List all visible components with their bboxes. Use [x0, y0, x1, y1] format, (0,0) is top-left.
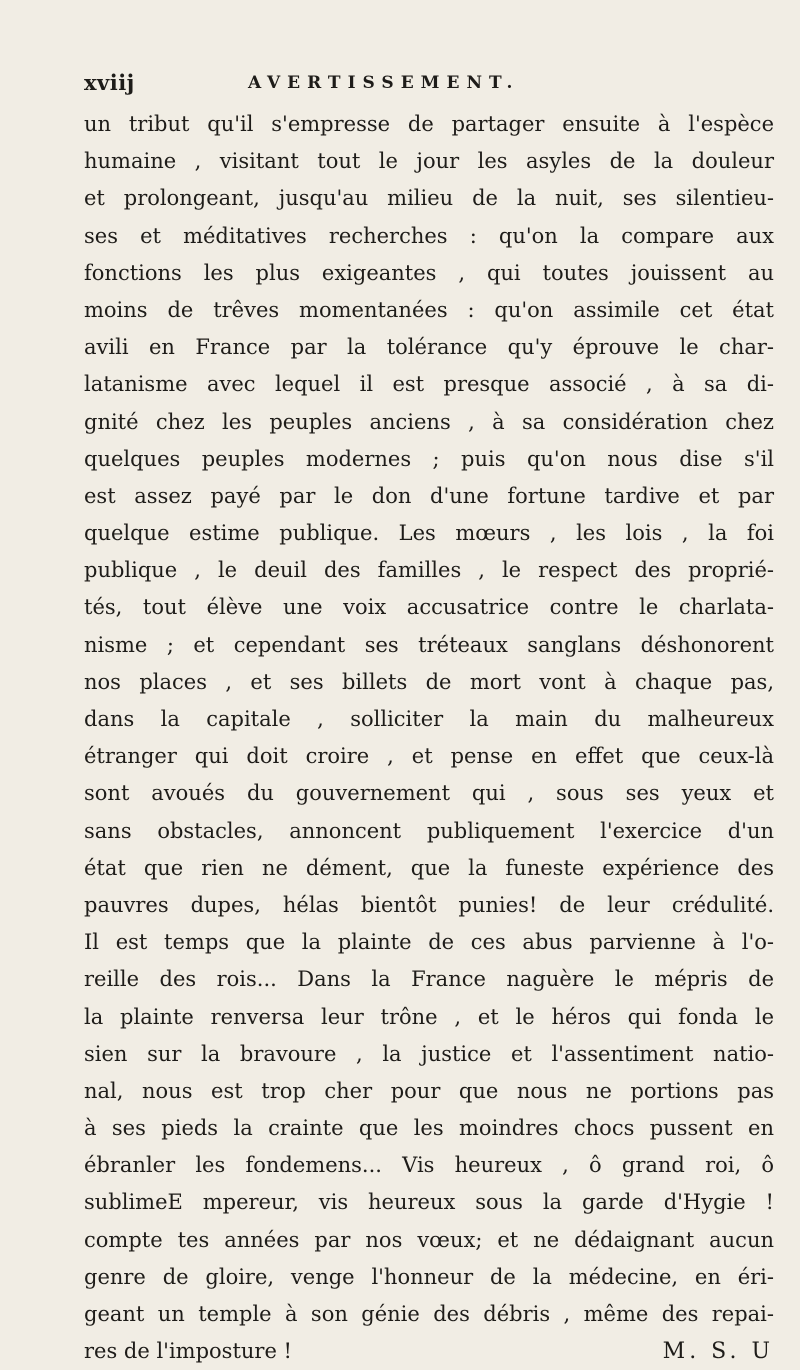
text-line: état que rien ne dément, que la funeste expérience des	[84, 855, 774, 880]
text-line: dans la capitale , solliciter la main du malheureux	[84, 707, 774, 731]
text-line: à ses pieds la crainte que les moindres chocs pussent en	[84, 1116, 774, 1141]
text-line: res de l'imposture !	[84, 1339, 292, 1364]
text-line: quelque estime publique. Les mœurs , les lois , la foi	[84, 521, 774, 546]
text-line: humaine , visitant tout le jour les asyles de la douleur	[84, 149, 774, 174]
text-line: publique , le deuil des familles , le respect des proprié-	[84, 558, 774, 583]
text-line: geant un temple à son génie des débris , même des repai-	[84, 1302, 774, 1326]
text-line: sans obstacles, annoncent publiquement l'exercice d'un	[84, 818, 774, 843]
text-line: est assez payé par le don d'une fortune tardive et par	[84, 483, 774, 508]
text-line: sont avoués du gouvernement qui , sous ses yeux et	[84, 781, 774, 806]
text-line: ses et méditatives recherches : qu'on la compare aux	[84, 223, 774, 248]
text-line: nisme ; et cependant ses tréteaux sanglans déshonorent	[84, 632, 774, 657]
text-line: gnité chez les peuples anciens , à sa considération chez	[84, 409, 774, 434]
text-line: pauvres dupes, hélas bientôt punies! de leur crédulité.	[84, 892, 774, 917]
text-line: fonctions les plus exigeantes , qui toutes jouissent au	[84, 260, 774, 285]
text-line: sublimeE mpereur, vis heureux sous la garde d'Hygie !	[84, 1190, 774, 1215]
closing-line	[84, 1333, 774, 1370]
text-line: Il est temps que la plainte de ces abus parvienne à l'o-	[84, 930, 774, 955]
text-line: reille des rois... Dans la France naguère le mépris de	[84, 967, 774, 992]
text-line: latanisme avec lequel il est presque associé , à sa di-	[84, 372, 774, 397]
text-line: ébranler les fondemens... Vis heureux , ô grand roi, ô	[84, 1153, 774, 1178]
text-line: nal, nous est trop cher pour que nous ne portions pas	[84, 1078, 774, 1103]
text-line: nos places , et ses billets de mort vont à chaque pas,	[84, 669, 774, 694]
text-line: quelques peuples modernes ; puis qu'on nous dise s'il	[84, 446, 774, 471]
author-signature: M. S. U	[662, 1339, 774, 1365]
text-line: un tribut qu'il s'empresse de partager ensuite à l'espèce	[84, 112, 774, 136]
text-line: avili en France par la tolérance qu'y éprouve le char-	[84, 335, 774, 360]
text-line: la plainte renversa leur trône , et le héros qui fonda le	[84, 1004, 774, 1029]
text-line: étranger qui doit croire , et pense en effet que ceux-là	[84, 744, 774, 769]
page-number: xviij	[84, 70, 135, 95]
text-line: tés, tout élève une voix accusatrice contre le charlata-	[84, 595, 774, 620]
page-header	[84, 70, 774, 104]
text-line: genre de gloire, venge l'honneur de la médecine, en éri-	[84, 1264, 774, 1289]
text-line: et prolongeant, jusqu'au milieu de la nuit, ses silentieu-	[84, 186, 774, 211]
text-line: compte tes années par nos vœux; et ne dédaignant aucun	[84, 1227, 774, 1252]
running-head: AVERTISSEMENT.	[248, 73, 520, 93]
text-line: moins de trêves momentanées : qu'on assimile cet état	[84, 297, 774, 322]
body-paragraph	[84, 106, 774, 1370]
text-line: sien sur la bravoure , la justice et l'assentiment natio-	[84, 1041, 774, 1066]
